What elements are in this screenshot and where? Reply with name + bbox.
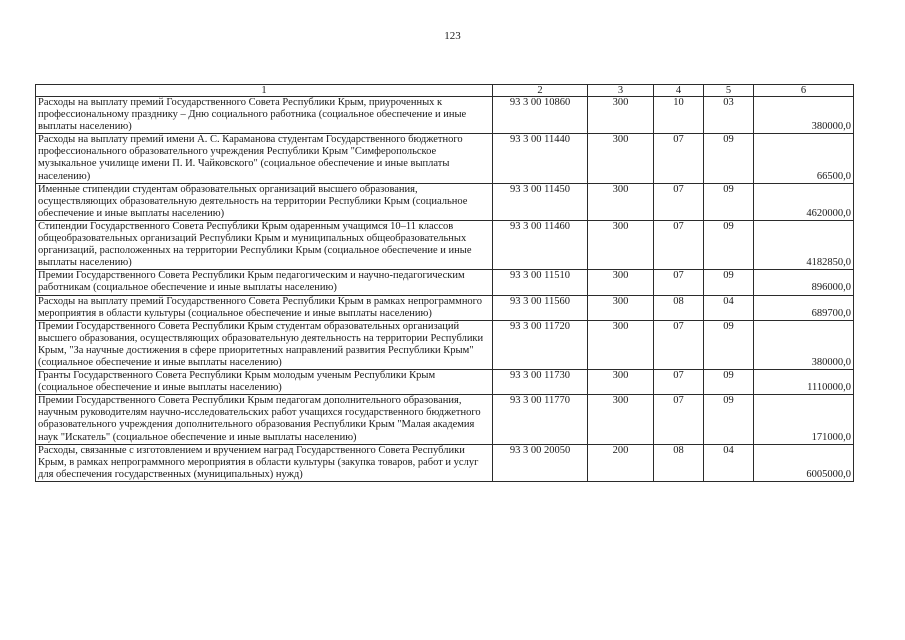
expense-type-code: 300 — [588, 295, 654, 320]
table-row — [36, 295, 854, 320]
subsection-code: 04 — [704, 295, 754, 320]
amount: 66500,0 — [754, 134, 854, 183]
subsection-code: 09 — [704, 395, 754, 444]
section-code: 07 — [654, 270, 704, 295]
expense-type-code: 300 — [588, 395, 654, 444]
table-row — [36, 370, 854, 395]
expense-type-code: 200 — [588, 444, 654, 481]
expense-type-code: 300 — [588, 97, 654, 134]
column-header: 4 — [654, 85, 704, 97]
amount: 380000,0 — [754, 320, 854, 369]
classification-code: 93 3 00 20050 — [493, 444, 588, 481]
table-row — [36, 395, 854, 444]
column-header: 1 — [36, 85, 493, 97]
amount: 4620000,0 — [754, 183, 854, 220]
section-code: 07 — [654, 134, 704, 183]
page-number: 123 — [444, 30, 461, 42]
subsection-code: 04 — [704, 444, 754, 481]
table-row — [36, 320, 854, 369]
amount: 171000,0 — [754, 395, 854, 444]
section-code: 07 — [654, 183, 704, 220]
table-row — [36, 270, 854, 295]
section-code: 07 — [654, 220, 704, 269]
expense-description: Расходы на выплату премий Государственного Совета Республики Крым, приуроченных к профессиональному празднику – Дню социального работника (социальное обеспечение и иные выплаты населению) — [36, 97, 493, 134]
amount: 6005000,0 — [754, 444, 854, 481]
table-row — [36, 134, 854, 183]
expense-type-code: 300 — [588, 183, 654, 220]
classification-code: 93 3 00 10860 — [493, 97, 588, 134]
expense-type-code: 300 — [588, 370, 654, 395]
section-code: 10 — [654, 97, 704, 134]
table-row — [36, 220, 854, 269]
section-code: 07 — [654, 370, 704, 395]
column-header: 5 — [704, 85, 754, 97]
amount: 380000,0 — [754, 97, 854, 134]
amount: 1110000,0 — [754, 370, 854, 395]
expense-description: Премии Государственного Совета Республики Крым педагогическим и научно-педагогическим работникам (социальное обеспечение и иные выплаты населению) — [36, 270, 493, 295]
expense-type-code: 300 — [588, 270, 654, 295]
expense-type-code: 300 — [588, 220, 654, 269]
expense-description: Стипендии Государственного Совета Республики Крым одаренным учащимся 10–11 классов общеобразовательных организаций Республики Крым и муниципальных общеобразовательных организаций, расположенных на территории Республики Крым (социальное обеспечение и иные выплаты населению) — [36, 220, 493, 269]
expense-description: Премии Государственного Совета Республики Крым студентам образовательных организаций высшего образования, осуществляющих образовательную деятельность на территории Республики Крым, "За научные достижения в сфере приоритетных направлений развития Республики Крым" (социальное обеспечение и иные выплаты населению) — [36, 320, 493, 369]
amount: 4182850,0 — [754, 220, 854, 269]
expense-description: Премии Государственного Совета Республики Крым педагогам дополнительного образования, научным руководителям научно-исследовательских работ учащихся государственного бюджетного образовательного учреждения дополнительного образования Республики Крым "Малая академия наук "Искатель" (социальное обеспечение и иные выплаты населению) — [36, 395, 493, 444]
classification-code: 93 3 00 11720 — [493, 320, 588, 369]
classification-code: 93 3 00 11730 — [493, 370, 588, 395]
section-code: 08 — [654, 295, 704, 320]
column-header: 6 — [754, 85, 854, 97]
subsection-code: 09 — [704, 270, 754, 295]
subsection-code: 09 — [704, 220, 754, 269]
classification-code: 93 3 00 11460 — [493, 220, 588, 269]
expense-description: Расходы на выплату премий имени А. С. Карамaнова студентам Государственного бюджетного профессионального образовательного учреждения Республики Крым "Симферопольское музыкальное училище имени П. И. Чайковского" (социальное обеспечение и иные выплаты населению) — [36, 134, 493, 183]
subsection-code: 09 — [704, 320, 754, 369]
expense-description: Гранты Государственного Совета Республики Крым молодым ученым Республики Крым (социальное обеспечение и иные выплаты населению) — [36, 370, 493, 395]
amount: 689700,0 — [754, 295, 854, 320]
budget-table — [35, 84, 854, 482]
amount: 896000,0 — [754, 270, 854, 295]
subsection-code: 09 — [704, 134, 754, 183]
column-header: 3 — [588, 85, 654, 97]
section-code: 08 — [654, 444, 704, 481]
expense-description: Именные стипендии студентам образовательных организаций высшего образования, осуществляющих образовательную деятельность на территории Республики Крым (социальное обеспечение и иные выплаты населению) — [36, 183, 493, 220]
column-header: 2 — [493, 85, 588, 97]
classification-code: 93 3 00 11560 — [493, 295, 588, 320]
subsection-code: 09 — [704, 370, 754, 395]
classification-code: 93 3 00 11440 — [493, 134, 588, 183]
table-row — [36, 97, 854, 134]
table-header-row — [36, 85, 854, 97]
expense-description: Расходы, связанные с изготовлением и вручением наград Государственного Совета Республики Крым, в рамках непрограммного мероприятия в области культуры (закупка товаров, работ и услуг для обеспечения государственных (муниципальных) нужд) — [36, 444, 493, 481]
classification-code: 93 3 00 11510 — [493, 270, 588, 295]
section-code: 07 — [654, 320, 704, 369]
subsection-code: 09 — [704, 183, 754, 220]
classification-code: 93 3 00 11450 — [493, 183, 588, 220]
expense-type-code: 300 — [588, 320, 654, 369]
table-row — [36, 183, 854, 220]
expense-description: Расходы на выплату премий Государственного Совета Республики Крым в рамках непрограммного мероприятия в области культуры (социальное обеспечение и иные выплаты населению) — [36, 295, 493, 320]
classification-code: 93 3 00 11770 — [493, 395, 588, 444]
expense-type-code: 300 — [588, 134, 654, 183]
subsection-code: 03 — [704, 97, 754, 134]
section-code: 07 — [654, 395, 704, 444]
table-row — [36, 444, 854, 481]
